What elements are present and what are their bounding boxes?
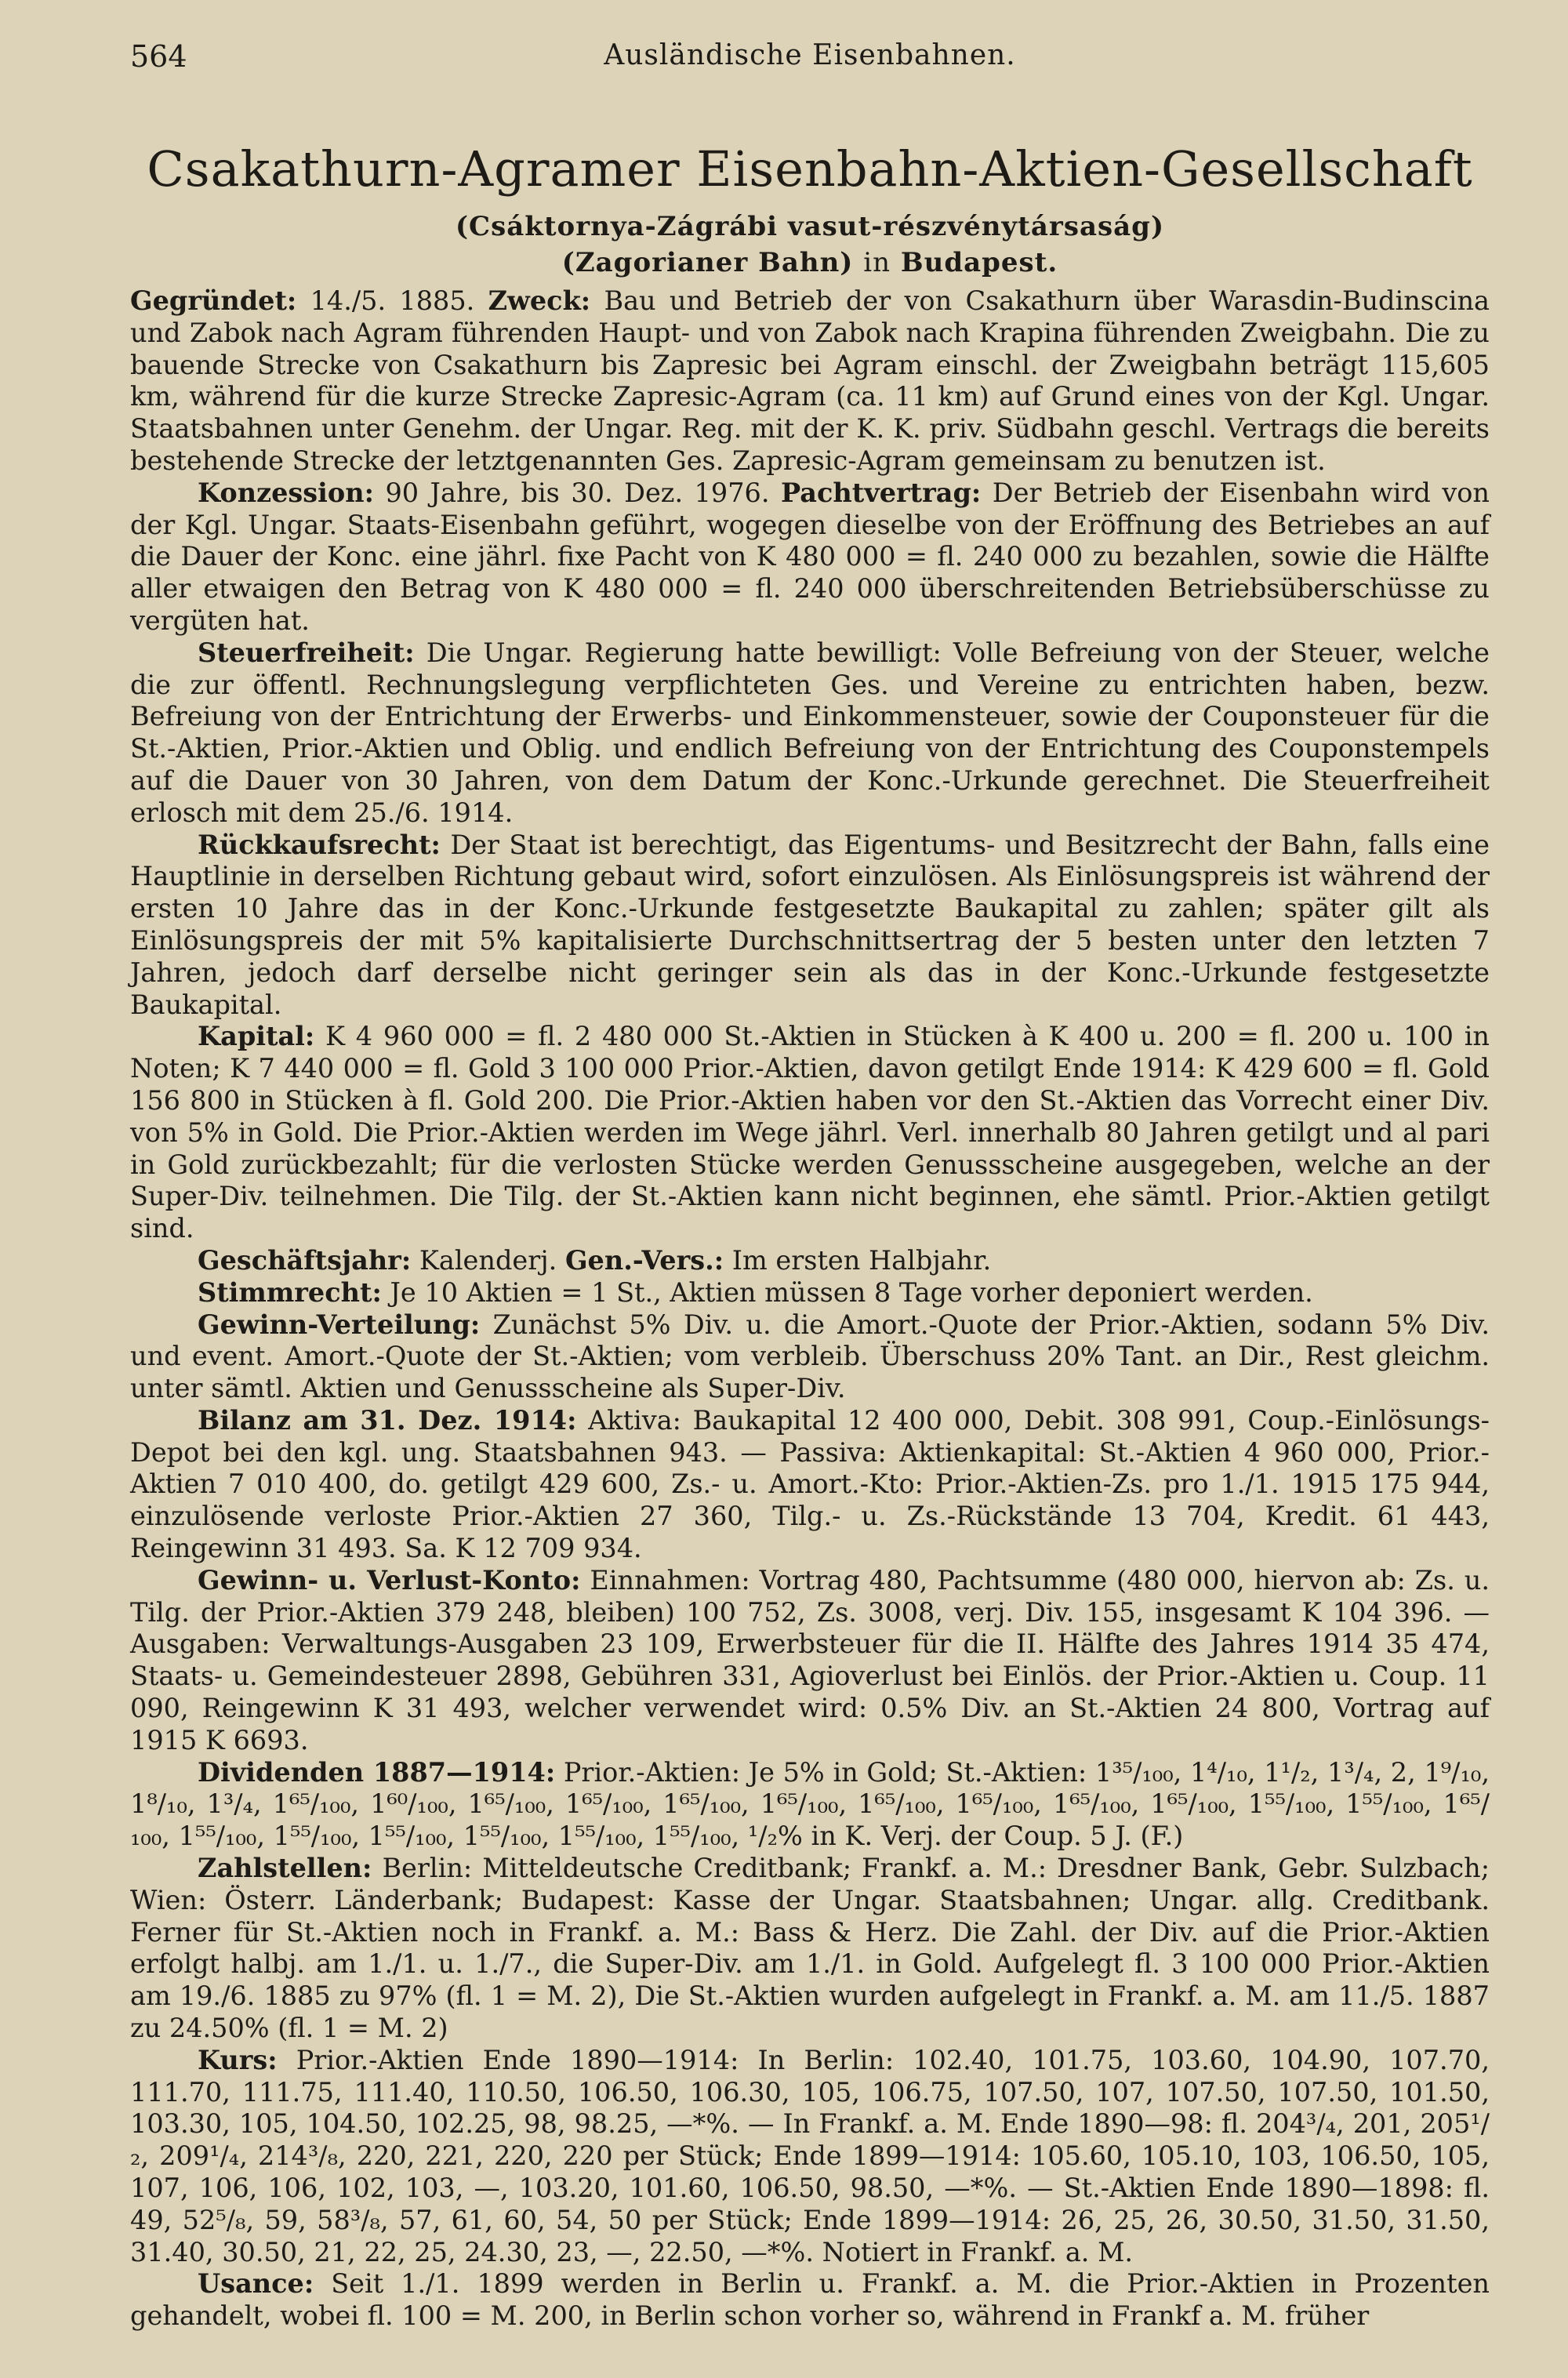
section-label: Kapital:	[198, 1021, 315, 1052]
section-text: Berlin: Mitteldeutsche Creditbank; Frankf. a. M.: Dresdner Bank, Gebr. Sulzbach; Wien: Österr. Länderbank; Budapest: Kasse der Ungar. Staatsbahnen; Ungar. allg. Creditbank. Ferner für St.-Aktien noch in Frankf. a. M.: Bass & Herz. Die Zahl. der Div. auf die Prior.-Aktien erfolgt halbj. am 1./1. u. 1./7., die Super-Div. am 1./1. in Gold. Aufgelegt fl. 3 100 000 Prior.-Aktien am 19./6. 1885 zu 97% (fl. 1 = M. 2), Die St.-Aktien wurden aufgelegt in Frankf. a. M. am 11./5. 1887 zu 24.50% (fl. 1 = M. 2)	[130, 1853, 1490, 2044]
running-header	[130, 28, 1490, 78]
page-number: 564	[130, 39, 187, 74]
section-label: Steuerfreiheit:	[198, 637, 415, 668]
section-label: Stimmrecht:	[198, 1276, 382, 1308]
section-tax-exemption	[130, 637, 1490, 830]
section-text: Die Ungar. Regierung hatte bewilligt: Volle Befreiung von der Steuer, welche die zur öffentl. Rechnungslegung verpflichteten Ges. und Vereine zu entrichten haben, bezw. Befreiung von der Entrichtung der Erwerbs- und Einkommensteuer, sowie der Couponsteuer für die St.-Aktien, Prior.-Aktien und Oblig. und endlich Befreiung von der Entrichtung des Couponstempels auf die Dauer von 30 Jahren, von dem Datum der Konc.-Urkunde gerechnet. Die Steuerfreiheit erlosch mit dem 25./6. 1914.	[130, 637, 1490, 828]
section-label: Kurs:	[198, 2044, 278, 2075]
section-label: Usance:	[198, 2268, 314, 2300]
section-text: Im ersten Halbjahr.	[731, 1244, 992, 1276]
section-label: Pachtvertrag:	[781, 477, 982, 508]
section-text: Zunächst 5% Div. u. die Amort.-Quote der Prior.-Aktien, sodann 5% Div. und event. Amort.-Quote der St.-Aktien; vom verbleib. Überschuss 20% Tant. an Dir., Rest gleichm. unter sämtl. Aktien und Genussscheine als Super-Div.	[130, 1309, 1490, 1404]
subtitle-line-2	[130, 245, 1490, 281]
section-text: Prior.-Aktien: Je 5% in Gold; St.-Aktien: 1³⁵/₁₀₀, 1⁴/₁₀, 1¹/₂, 1³/₄, 2, 1⁹/₁₀, 1⁸/₁₀, 1³/₄, 1⁶⁵/₁₀₀, 1⁶⁰/₁₀₀, 1⁶⁵/₁₀₀, 1⁶⁵/₁₀₀, 1⁶⁵/₁₀₀, 1⁶⁵/₁₀₀, 1⁶⁵/₁₀₀, 1⁶⁵/₁₀₀, 1⁶⁵/₁₀₀, 1⁶⁵/₁₀₀, 1⁵⁵/₁₀₀, 1⁵⁵/₁₀₀, 1⁶⁵/₁₀₀, 1⁵⁵/₁₀₀, 1⁵⁵/₁₀₀, 1⁵⁵/₁₀₀, 1⁵⁵/₁₀₀, 1⁵⁵/₁₀₀, 1⁵⁵/₁₀₀, ¹/₂% in K. Verj. der Coup. 5 J. (F.)	[130, 1756, 1490, 1852]
section-quotations	[130, 2045, 1490, 2269]
company-subtitle	[130, 209, 1490, 281]
section-label: Zweck:	[488, 285, 591, 316]
section-balance-sheet	[130, 1405, 1490, 1565]
section-voting-right	[130, 1277, 1490, 1309]
section-fiscal-year	[130, 1245, 1490, 1277]
section-label: Zahlstellen:	[198, 1853, 372, 1884]
section-usance	[130, 2268, 1490, 2333]
running-title: Ausländische Eisenbahnen.	[604, 39, 1016, 71]
subtitle-railway-name: (Zagorianer Bahn)	[561, 247, 854, 278]
subtitle-line-1: (Csáktornya-Zágrábi vasut-részvénytársaság)	[455, 211, 1165, 242]
section-dividends	[130, 1757, 1490, 1853]
section-label: Dividenden 1887—1914:	[198, 1756, 556, 1788]
section-label: Geschäftsjahr:	[198, 1244, 412, 1276]
section-text: Der Betrieb der Eisenbahn wird von der Kgl. Ungar. Staats-Eisenbahn geführt, wogegen dieselbe von der Eröffnung des Betriebes an auf die Dauer der Konc. eine jährl. fixe Pacht von K 480 000 = fl. 240 000 zu bezahlen, sowie die Hälfte aller etwaigen den Betrag von K 480 000 = fl. 240 000 überschreitenden Betriebsüberschüsse zu vergüten hat.	[130, 477, 1490, 636]
section-text: 14./5. 1885.	[310, 285, 475, 316]
subtitle-in: in	[863, 247, 891, 278]
section-text: Prior.-Aktien Ende 1890—1914: In Berlin: 102.40, 101.75, 103.60, 104.90, 107.70, 111.70, 111.75, 111.40, 110.50, 106.50, 106.30, 105, 106.75, 107.50, 107, 107.50, 107.50, 101.50, 103.30, 105, 104.50, 102.25, 98, 98.25, —*%. — In Frankf. a. M. Ende 1890—98: fl. 204³/₄, 201, 205¹/₂, 209¹/₄, 214³/₈, 220, 221, 220, 220 per Stück; Ende 1899—1914: 105.60, 105.10, 103, 106.50, 105, 107, 106, 106, 102, 103, —, 103.20, 101.60, 106.50, 98.50, —*%. — St.-Aktien Ende 1890—1898: fl. 49, 52⁵/₈, 59, 58³/₈, 57, 61, 60, 54, 50 per Stück; Ende 1899—1914: 26, 25, 26, 30.50, 31.50, 31.50, 31.40, 30.50, 21, 22, 25, 24.30, 23, —, 22.50, —*%. Notiert in Frankf. a. M.	[130, 2044, 1490, 2267]
section-label: Gegründet:	[130, 285, 297, 316]
section-concession-lease	[130, 477, 1490, 637]
section-profit-distribution	[130, 1309, 1490, 1405]
section-text: 90 Jahre, bis 30. Dez. 1976.	[385, 477, 770, 508]
section-profit-loss	[130, 1565, 1490, 1757]
section-text: Je 10 Aktien = 1 St., Aktien müssen 8 Tage vorher deponiert werden.	[390, 1276, 1313, 1308]
section-text: Aktiva: Baukapital 12 400 000, Debit. 308 991, Coup.-Einlösungs-Depot bei den kgl. ung. Staatsbahnen 943. — Passiva: Aktienkapital: St.-Aktien 4 960 000, Prior.-Aktien 7 010 400, do. getilgt 429 600, Zs.- u. Amort.-Kto: Prior.-Aktien-Zs. pro 1./1. 1915 175 944, einzulösende verloste Prior.-Aktien 27 360, Tilg.- u. Zs.-Rückstände 13 704, Kredit. 61 443, Reingewinn 31 493. Sa. K 12 709 934.	[130, 1404, 1490, 1564]
section-text: Einnahmen: Vortrag 480, Pachtsumme (480 000, hiervon ab: Zs. u. Tilg. der Prior.-Aktien 379 248, bleiben) 100 752, Zs. 3008, verj. Div. 155, insgesamt K 104 396. — Ausgaben: Verwaltungs-Ausgaben 23 109, Erwerbsteuer für die II. Hälfte des Jahres 1914 35 474, Staats- u. Gemeindesteuer 2898, Gebühren 331, Agioverlust bei Einlös. der Prior.-Aktien u. Coup. 11 090, Reingewinn K 31 493, welcher verwendet wird: 0.5% Div. an St.-Aktien 24 800, Vortrag auf 1915 K 6693.	[130, 1564, 1490, 1755]
section-text: Bau und Betrieb der von Csakathurn über Warasdin-Budinscina und Zabok nach Agram führenden Haupt- und von Zabok nach Krapina führenden Zweigbahn. Die zu bauende Strecke von Csakathurn bis Zapresic bei Agram einschl. der Zweigbahn beträgt 115,605 km, während für die kurze Strecke Zapresic-Agram (ca. 11 km) auf Grund eines von der Kgl. Ungar. Staatsbahnen unter Genehm. der Ungar. Reg. mit der K. K. priv. Südbahn geschl. Vertrags die bereits bestehende Strecke der letztgenannten Ges. Zapresic-Agram gemeinsam zu benutzen ist.	[130, 285, 1490, 476]
section-label: Gen.-Vers.:	[564, 1244, 724, 1276]
section-paying-agents	[130, 1853, 1490, 2045]
section-label: Konzession:	[198, 477, 374, 508]
company-title: Csakathurn-Agramer Eisenbahn-Aktien-Gesellschaft	[147, 140, 1473, 198]
section-buyback-right	[130, 830, 1490, 1022]
section-text: K 4 960 000 = fl. 2 480 000 St.-Aktien in Stücken à K 400 u. 200 = fl. 200 u. 100 in Noten; K 7 440 000 = fl. Gold 3 100 000 Prior.-Aktien, davon getilgt Ende 1914: K 429 600 = fl. Gold 156 800 in Stücken à fl. Gold 200. Die Prior.-Aktien haben vor den St.-Aktien das Vorrecht einer Div. von 5% in Gold. Die Prior.-Aktien werden im Wege jährl. Verl. innerhalb 80 Jahren getilgt und al pari in Gold zurückbezahlt; für die verlosten Stücke werden Genussscheine ausgegeben, welche an der Super-Div. teilnehmen. Die Tilg. der St.-Aktien kann nicht beginnen, ehe sämtl. Prior.-Aktien getilgt sind.	[130, 1021, 1490, 1244]
section-text: Seit 1./1. 1899 werden in Berlin u. Frankf. a. M. die Prior.-Aktien in Prozenten gehandelt, wobei fl. 100 = M. 200, in Berlin schon vorher so, während in Frankf a. M. früher	[130, 2268, 1490, 2332]
section-founding-purpose	[130, 285, 1490, 477]
section-text: Der Staat ist berechtigt, das Eigentums- und Besitzrecht der Bahn, falls eine Hauptlinie in derselben Richtung gebaut wird, sofort einzulösen. Als Einlösungspreis ist während der ersten 10 Jahre das in der Konc.-Urkunde festgesetzte Baukapital zu zahlen; später gilt als Einlösungspreis der mit 5% kapitalisierte Durchschnittsertrag der 5 besten unter den letzten 7 Jahren, jedoch darf derselbe nicht geringer sein als das in der Konc.-Urkunde festgesetzte Baukapital.	[130, 829, 1490, 1020]
section-label: Bilanz am 31. Dez. 1914:	[198, 1404, 577, 1436]
section-capital	[130, 1021, 1490, 1245]
section-label: Gewinn- u. Verlust-Konto:	[198, 1564, 581, 1596]
entry-body	[130, 285, 1490, 2333]
section-label: Gewinn-Verteilung:	[198, 1309, 481, 1340]
section-label: Rückkaufsrecht:	[198, 829, 441, 860]
section-text: Kalenderj.	[419, 1244, 557, 1276]
subtitle-city: Budapest.	[900, 247, 1058, 278]
